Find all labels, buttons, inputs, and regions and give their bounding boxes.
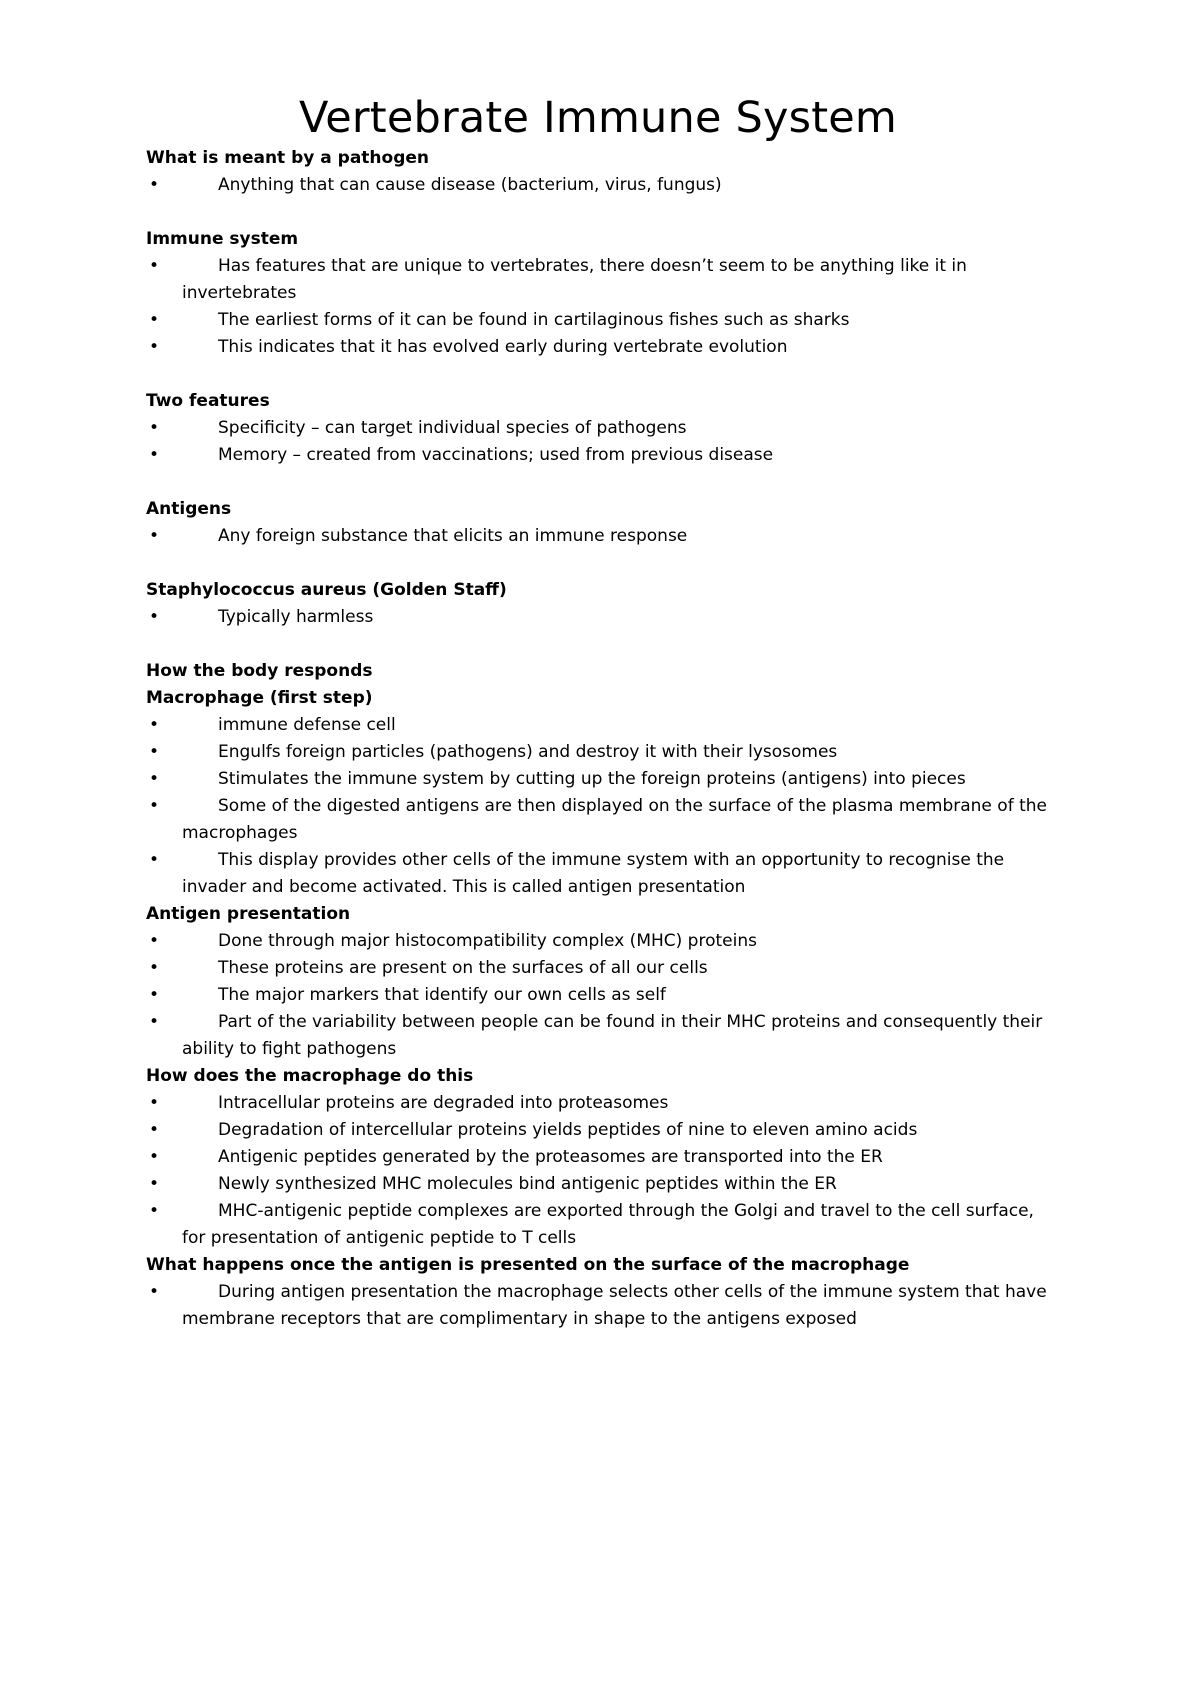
bullet-icon: • (149, 526, 160, 546)
list-item-text: The earliest forms of it can be found in cartilaginous fishes such as sharks (218, 310, 850, 330)
list-item-text: Has features that are unique to vertebrates, there doesn’t seem to be anything like it in invertebrates (182, 256, 967, 303)
section-heading: Antigens (146, 499, 232, 519)
list-item-text: Degradation of intercellular proteins yields peptides of nine to eleven amino acids (218, 1120, 918, 1140)
list-item (146, 1198, 1050, 1252)
list-item (146, 1279, 1050, 1333)
list-item (146, 415, 1050, 442)
list-item-text: Some of the digested antigens are then displayed on the surface of the plasma membrane of the macrophages (182, 796, 1047, 843)
bullet-list (146, 523, 1050, 550)
list-item (146, 793, 1050, 847)
list-item-text: Newly synthesized MHC molecules bind antigenic peptides within the ER (218, 1174, 837, 1194)
bullet-icon: • (149, 985, 160, 1005)
list-item-text: These proteins are present on the surfaces of all our cells (218, 958, 708, 978)
list-item (146, 442, 1050, 469)
list-item (146, 982, 1050, 1009)
bullet-icon: • (149, 796, 160, 816)
bullet-icon: • (149, 1201, 160, 1221)
list-item-text: Stimulates the immune system by cutting up the foreign proteins (antigens) into pieces (218, 769, 966, 789)
section-heading: What is meant by a pathogen (146, 148, 430, 168)
bullet-icon: • (149, 1120, 160, 1140)
list-item (146, 334, 1050, 361)
bullet-icon: • (149, 715, 160, 735)
section-heading: How the body responds (146, 661, 373, 681)
bullet-list (146, 415, 1050, 469)
bullet-icon: • (149, 418, 160, 438)
list-item (146, 1009, 1050, 1063)
bullet-icon: • (149, 931, 160, 951)
bullet-list (146, 172, 1050, 199)
list-item (146, 1144, 1050, 1171)
bullet-icon: • (149, 958, 160, 978)
bullet-icon: • (149, 1174, 160, 1194)
list-item-text: Anything that can cause disease (bacterium, virus, fungus) (218, 175, 722, 195)
section-heading: How does the macrophage do this (146, 1066, 474, 1086)
list-item-text: Any foreign substance that elicits an immune response (218, 526, 688, 546)
section-two-features (146, 388, 1050, 469)
bullet-icon: • (149, 256, 160, 276)
list-item-text: immune defense cell (218, 715, 396, 735)
list-item (146, 307, 1050, 334)
list-item-text: Part of the variability between people can be found in their MHC proteins and consequently their ability to fight pathogens (182, 1012, 1043, 1059)
list-item (146, 766, 1050, 793)
list-item (146, 253, 1050, 307)
list-item (146, 928, 1050, 955)
list-item-text: The major markers that identify our own cells as self (218, 985, 666, 1005)
bullet-icon: • (149, 310, 160, 330)
bullet-icon: • (149, 175, 160, 195)
list-item-text: During antigen presentation the macrophage selects other cells of the immune system that have membrane receptors that are complimentary in shape to the antigens exposed (182, 1282, 1047, 1329)
list-item-text: This display provides other cells of the immune system with an opportunity to recognise the invader and become activated. This is called antigen presentation (182, 850, 1005, 897)
list-item (146, 1090, 1050, 1117)
section-after-presentation (146, 1252, 1050, 1333)
document-title: Vertebrate Immune System (298, 93, 898, 143)
section-heading: Macrophage (first step) (146, 688, 373, 708)
list-item-text: Done through major histocompatibility complex (MHC) proteins (218, 931, 757, 951)
list-item (146, 847, 1050, 901)
section-heading: What happens once the antigen is presented on the surface of the macrophage (146, 1255, 910, 1275)
bullet-icon: • (149, 1147, 160, 1167)
list-item (146, 955, 1050, 982)
list-item (146, 739, 1050, 766)
bullet-list (146, 712, 1050, 901)
list-item-text: Intracellular proteins are degraded into proteasomes (218, 1093, 669, 1113)
list-item (146, 712, 1050, 739)
section-antigen-presentation (146, 901, 1050, 1063)
bullet-icon: • (149, 337, 160, 357)
list-item (146, 604, 1050, 631)
list-item-text: Typically harmless (218, 607, 374, 627)
section-antigens (146, 496, 1050, 550)
bullet-icon: • (149, 1012, 160, 1032)
list-item (146, 172, 1050, 199)
bullet-icon: • (149, 445, 160, 465)
bullet-icon: • (149, 1093, 160, 1113)
bullet-list (146, 1090, 1050, 1252)
bullet-icon: • (149, 1282, 160, 1302)
list-item-text: Antigenic peptides generated by the proteasomes are transported into the ER (218, 1147, 883, 1167)
list-item-text: This indicates that it has evolved early during vertebrate evolution (218, 337, 788, 357)
bullet-icon: • (149, 850, 160, 870)
list-item-text: Engulfs foreign particles (pathogens) and destroy it with their lysosomes (218, 742, 838, 762)
section-heading: Staphylococcus aureus (Golden Staff) (146, 580, 507, 600)
bullet-list (146, 928, 1050, 1063)
list-item (146, 1171, 1050, 1198)
bullet-icon: • (149, 607, 160, 627)
section-heading: Immune system (146, 229, 299, 249)
section-staphylococcus (146, 577, 1050, 631)
list-item-text: Specificity – can target individual species of pathogens (218, 418, 687, 438)
section-macrophage-process (146, 1063, 1050, 1252)
bullet-icon: • (149, 769, 160, 789)
bullet-list (146, 253, 1050, 361)
section-heading: Two features (146, 391, 270, 411)
section-pathogen (146, 145, 1050, 199)
section-immune-system (146, 226, 1050, 361)
bullet-list (146, 1279, 1050, 1333)
bullet-icon: • (149, 742, 160, 762)
section-heading: Antigen presentation (146, 904, 351, 924)
bullet-list (146, 604, 1050, 631)
list-item (146, 523, 1050, 550)
list-item-text: Memory – created from vaccinations; used from previous disease (218, 445, 774, 465)
section-how-body-responds (146, 658, 1050, 685)
section-macrophage (146, 685, 1050, 901)
list-item (146, 1117, 1050, 1144)
list-item-text: MHC-antigenic peptide complexes are exported through the Golgi and travel to the cell surface, for presentation of antigenic peptide to T cells (182, 1201, 1034, 1248)
